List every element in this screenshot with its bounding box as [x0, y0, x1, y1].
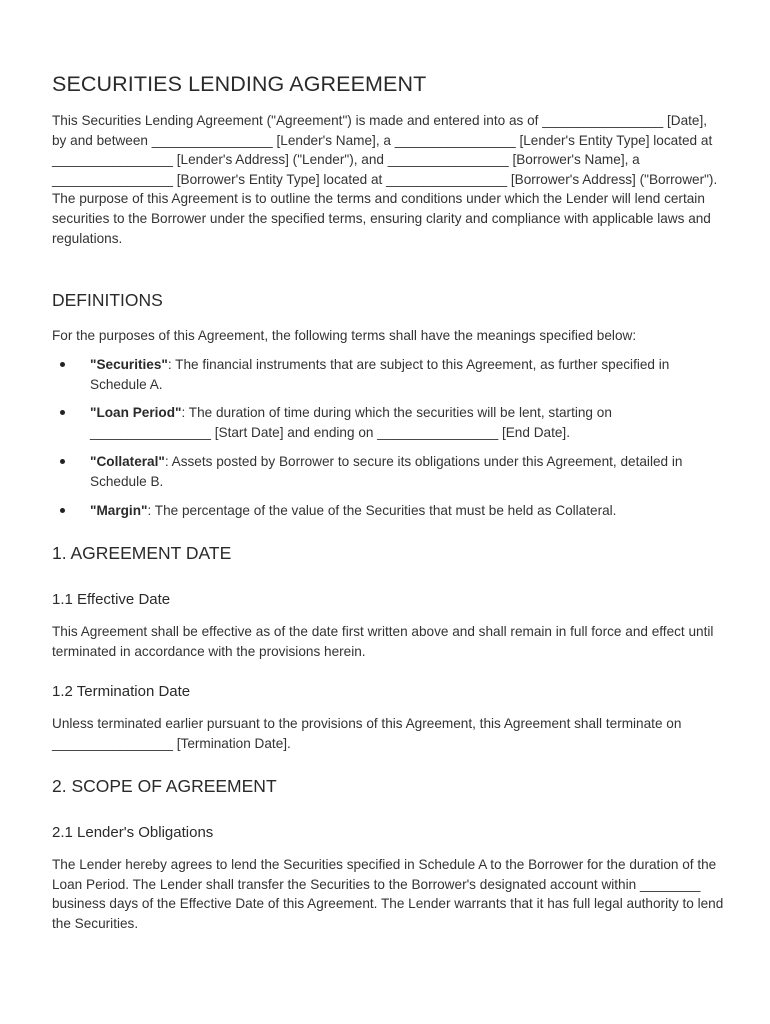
section-1-1-text: This Agreement shall be effective as of the date first written above and shall remain in full force and effect until terminated in accordance with the provisions herein.	[52, 624, 714, 659]
bullet-icon	[60, 362, 65, 367]
bullet-icon	[60, 410, 65, 415]
definition-term: "Loan Period"	[90, 405, 182, 420]
definition-text: : The percentage of the value of the Securities that must be held as Collateral.	[147, 503, 617, 518]
intro-paragraph: This Securities Lending Agreement ("Agreement") is made and entered into as of ________________ [Date], by and between ________________ [Lender's Name], a ________________ [Lender's Entity Type] located at ________________ [Lender's Address] ("Lender"), and ________________ [Borrower's Name], a ________________ [Borrower's Entity Type] located at ________________ [Borrower's Address] ("Borrower"). The purpose of this Agreement is to outline the terms and conditions under which the Lender will lend certain securities to the Borrower under the specified terms, ensuring clarity and compliance with applicable laws and regulations.	[52, 113, 718, 246]
section-2-heading: 2. SCOPE OF AGREEMENT	[52, 776, 277, 796]
definition-text: : Assets posted by Borrower to secure its obligations under this Agreement, detailed in Schedule B.	[90, 454, 683, 489]
bullet-icon	[60, 459, 65, 464]
definition-text: : The duration of time during which the securities will be lent, starting on ________________ [Start Date] and ending on ________________ [End Date].	[90, 405, 612, 440]
definitions-intro: For the purposes of this Agreement, the following terms shall have the meanings specified below:	[52, 328, 637, 343]
section-1-2-text: Unless terminated earlier pursuant to the provisions of this Agreement, this Agreement shall terminate on ________________ [Termination Date].	[52, 716, 682, 751]
definitions-heading: DEFINITIONS	[52, 290, 163, 310]
bullet-icon	[60, 508, 65, 513]
document-title: SECURITIES LENDING AGREEMENT	[52, 72, 427, 96]
definition-term: "Securities"	[90, 357, 168, 372]
section-1-heading: 1. AGREEMENT DATE	[52, 543, 232, 563]
section-2-1-text: The Lender hereby agrees to lend the Securities specified in Schedule A to the Borrower for the duration of the Loan Period. The Lender shall transfer the Securities to the Borrower's designated account within ________ business days of the Effective Date of this Agreement. The Lender warrants that it has full legal authority to lend the Securities.	[52, 857, 724, 931]
section-1-1-heading: 1.1 Effective Date	[52, 591, 171, 608]
section-1-2-heading: 1.2 Termination Date	[52, 683, 191, 700]
definition-term: "Margin"	[90, 503, 148, 518]
definition-term: "Collateral"	[90, 454, 165, 469]
definition-text: : The financial instruments that are subject to this Agreement, as further specified in Schedule A.	[90, 357, 670, 392]
section-2-1-heading: 2.1 Lender's Obligations	[52, 824, 214, 841]
